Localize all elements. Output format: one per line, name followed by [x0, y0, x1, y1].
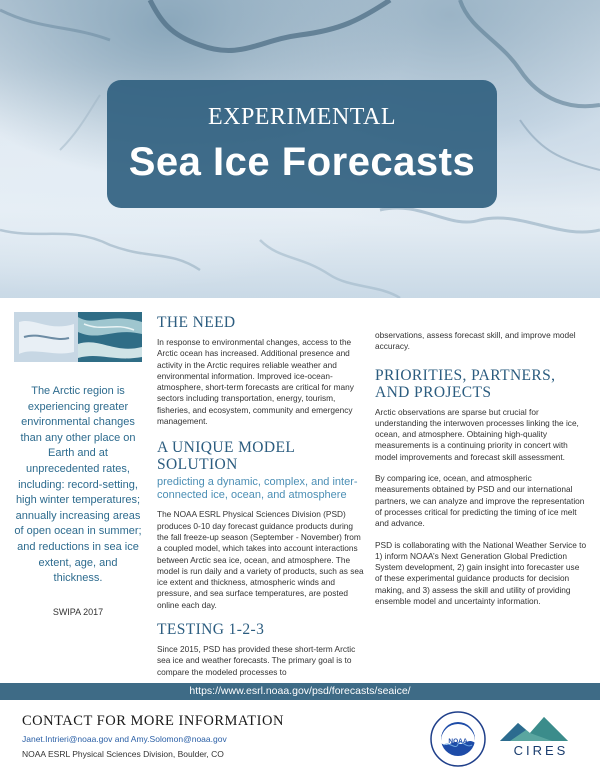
section-heading-testing: TESTING 1-2-3: [157, 621, 265, 639]
banner-subtitle: EXPERIMENTAL: [207, 104, 397, 130]
section-body-priorities-1: Arctic observations are sparse but crucial for understanding the interwoven processes linking the ice, ocean, and atmosphere. Obtaining high-quality measurements is a continuing priority in concert with model improvements and forecast skill assessment.: [375, 406, 579, 462]
contact-emails[interactable]: Janet.Intrieri@noaa.gov and Amy.Solomon@noaa.gov: [22, 734, 227, 744]
section-subheading-model: predicting a dynamic, complex, and inter-connected ice, ocean, and atmosphere: [157, 476, 358, 501]
column-right: [375, 330, 587, 607]
sidebar-quote: The Arctic region is experiencing greater environmental changes than any other place on Earth and at unprecedented rates, including: record-setting, high winter temperatures; annually increasing areas of open ocean in summer; and reductions in sea ice extent, age, and thickness.: [14, 385, 142, 585]
section-body-need: In response to environmental changes, access to the Arctic ocean has increased. Additional presence and activity in the Arctic requires reliable weather and environmental information. Improved ice-ocean-atmosphere, short-term forecasts are critical for many sectors including transportation, energy, tourism, fisheries, and ecosystem, community and emergency management.: [157, 337, 354, 427]
section-body-model: The NOAA ESRL Physical Sciences Division (PSD) produces 0-10 day forecast guidance products during the fall freeze-up season (September - November) from a coupled model, which takes into account interactions between Arctic sea ice, ocean, and atmosphere. The model is run daily and a variety of products, such as sea ice extent and thickness, atmospheric winds and pressure, and sea surface temperatures, are posted online each day.: [157, 509, 364, 610]
url-bar: [0, 683, 600, 700]
section-body-priorities-3: PSD is collaborating with the National Weather Service to 1) inform NOAA’s Next Generation Global Prediction System development, 2) gain insight into forecaster use of these experimental guidance products for decision making, and 3) assess the skill and utility of providing ensemble model and uncertainty information.: [375, 539, 587, 607]
website-link[interactable]: https://www.esrl.noaa.gov/psd/forecasts/seaice/: [189, 685, 411, 697]
section-heading-priorities: PRIORITIES, PARTNERS, AND PROJECTS: [375, 366, 556, 401]
section-heading-need: THE NEED: [157, 314, 236, 331]
noaa-logo-text: NOAA: [448, 738, 468, 745]
contact-organization: NOAA ESRL Physical Sciences Division, Boulder, CO: [22, 749, 224, 759]
cires-logo: [496, 713, 586, 759]
column-left: [157, 314, 364, 678]
section-body-testing-continued: observations, assess forecast skill, and improve model accuracy.: [375, 330, 576, 352]
hero-ice-image: [0, 0, 600, 298]
sidebar-thumbnail-image: [14, 312, 142, 362]
section-body-testing: Since 2015, PSD has provided these short-term Arctic sea ice and weather forecasts. The primary goal is to compare the modeled processes to: [157, 644, 356, 677]
noaa-logo: [430, 711, 486, 767]
section-heading-model: A UNIQUE MODEL SOLUTION: [157, 439, 295, 474]
contact-title: CONTACT FOR MORE INFORMATION: [22, 713, 284, 729]
sidebar-quote-source: SWIPA 2017: [52, 607, 104, 617]
page-title: Sea Ice Forecasts: [128, 140, 476, 184]
cires-logo-text: CIRES: [513, 743, 569, 758]
title-banner: [107, 80, 497, 208]
section-body-priorities-2: By comparing ice, ocean, and atmospheric measurements obtained by PSD and our international partners, we can analyze and improve the representation of processes critical for predicting the timing of ice melt and advance.: [375, 473, 585, 529]
